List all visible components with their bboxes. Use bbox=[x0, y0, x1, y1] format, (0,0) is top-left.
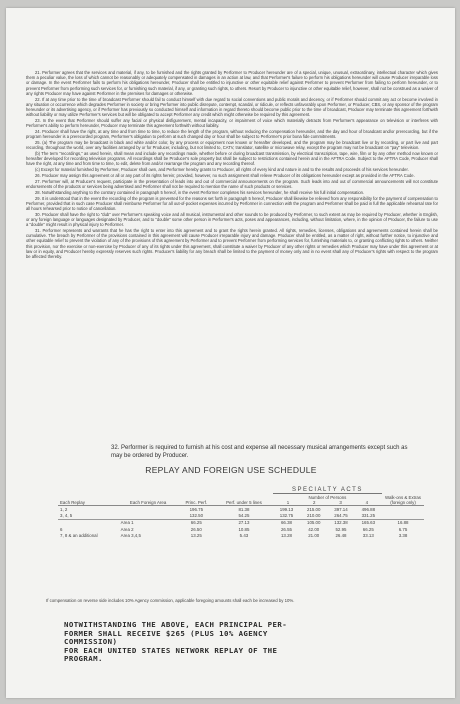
specialty-acts-header: SPECIALTY ACTS bbox=[273, 486, 382, 494]
table-cell-s3: 397.14 bbox=[334, 506, 348, 512]
replay-schedule-table bbox=[58, 486, 424, 538]
clause-32: 32. Performer is required to furnish at his cost and expense all necessary musical arrangements except such as may be ordered by Producer. bbox=[111, 445, 408, 459]
table-cell-under: 27.13 bbox=[215, 519, 273, 526]
table-cell-walk: 6.75 bbox=[398, 526, 408, 532]
table-cell-princ: 132.50 bbox=[189, 513, 204, 519]
table-cell-replay bbox=[58, 519, 119, 526]
clause-25c: (c) Except for material furnished by Performer, Producer shall own, and Performer hereby grants to Producer, all rights of every kind and nature in and to the results and proceeds of his services hereunder. bbox=[35, 167, 409, 173]
table-cell-princ: 196.75 bbox=[189, 506, 204, 512]
table-cell-under: 81.38 bbox=[238, 506, 250, 512]
stamp-line-3: FOR EACH UNITED STATES NETWORK REPLAY OF THE PROGRAM. bbox=[64, 645, 278, 664]
clause-30: 30. Producer shall have the right to "dub" over Performer's speaking voice and all musical, instrumental and other sounds to be produced by Performer, to such extent as may be required by Producer, whether in English, or any foreign language or languages designated by Producer, and to "double" some other person in Performer's acts, poses and appearances, including, without limitation, where, in the opinion of Producer, the failure to use a "double" might result in physical injury to Performer. bbox=[26, 211, 438, 228]
schedule-title: REPLAY AND FOREIGN USE SCHEDULE bbox=[145, 465, 317, 475]
clause-29: 29. It is understood that in the event the recording of the program is prevented for the reasons set forth in paragraph 5 hereof, Producer shall likewise be relieved from any responsibility for the payment of compensation to Performer, provided that in such case Producer shall reimburse Performer for all out-of-pocket expenses incurred by Performer in connection with the program and Performer shall be paid in full the applicable rehearsal rate for all hours rehearsed prior to notice of cancellation. bbox=[26, 195, 438, 212]
clause-28: 28. Notwithstanding anything to the contrary contained in paragraph 5 hereof, in the event Performer completes his services hereunder, he shall receive his full initial compensation. bbox=[35, 189, 365, 195]
table-cell-s1: 13.28 bbox=[280, 532, 292, 538]
clause-27: 27. Performer will, at Producer's request, participate in the presentation of leads into and out of commercial announcements on the program. Such leads into and out of commercial announcements will not constitute endorsements of the products or services being advertised and Performer shall not be required to mention the name of such products or services. bbox=[26, 178, 438, 190]
schedule-body bbox=[58, 506, 424, 538]
col-each-replay: Each Replay bbox=[58, 494, 119, 506]
table-cell-s3: 26.48 bbox=[335, 532, 347, 538]
table-cell-replay: 3, 4, 5 bbox=[60, 513, 73, 519]
stamp-line-2: FORMER SHALL RECEIVE $265 (PLUS 10% AGENCY COMMISSION) bbox=[64, 628, 268, 647]
table-row bbox=[58, 519, 424, 526]
col-princ-perf: Princ. Perf. bbox=[178, 494, 216, 506]
table-cell-s1: 26.55 bbox=[280, 526, 292, 532]
clause-31: 31. Performer represents and warrants that he has the right to enter into this agreement and to grant the rights herein granted. All rights, remedies, licenses, obligations and agreements contained herein shall be cumulative. The breach by Performer of the provisions contained in this agreement will cause Producer irreparable injury and damage. Producer shall be entitled, as a matter of right, without further notice, to injunctive and other equitable relief to prevent the violation of any of the provisions of this agreement by Performer and to prevent Performer from performing services for, furnishing materials to, or granting conflicting rights to others. Neither this provision, nor the exercise or non-exercise by Producer of any of its rights under this agreement, shall constitute a waiver by Producer of any other rights or remedies which Producer may have under this agreement or at law or in equity, and Producer hereby expressly reserves such rights. Producer's liability for any breach shall be limited to the payment of money only and in no event shall any of Producer's rights with respect to the program be affected thereby. bbox=[26, 228, 438, 260]
clause-25b: (b) The term "recordings," as used herein, shall mean and include any recordings made, whether before or during broadcast transmission, by electrical transcription, tape, wire, film or by any other method now known or hereafter developed for recording television programs. All recordings shall be Producer's sole property but shall be subject to restrictions contained herein and in the AFTRA Code. Subject to the AFTRA Code, Producer shall have the right, at any time and from time to time, to edit, delete from and/or rearrange the program and any recording thereof. bbox=[26, 151, 438, 167]
table-cell-s2: 21.00 bbox=[308, 532, 320, 538]
agency-footnote: If compensation on reverse side includes 10% Agency commission, applicable foregoing amounts shall each be increased by 10%. bbox=[46, 598, 295, 603]
contract-clauses bbox=[26, 70, 438, 260]
col-perf-under: Perf. under 5 lines bbox=[215, 494, 273, 506]
col-walk-ons: Walk-ons & Extras (foreign only) bbox=[382, 494, 424, 506]
table-row bbox=[58, 506, 424, 513]
table-cell-s3: 52.95 bbox=[335, 526, 347, 532]
persons-1: 1 bbox=[286, 499, 290, 505]
table-cell-s1: 132.75 bbox=[279, 513, 294, 519]
table-cell-replay: 6 bbox=[60, 526, 63, 532]
clause-23: 23. In the event that Performer should suffer any facial or physical disfigurement, mental incapacity, or impairment of voice which materially detracts from Performer's appearance on television or interferes with Performer's ability to perform hereunder, Producer may terminate this agreement forthwith without liability. bbox=[26, 118, 438, 129]
table-cell-area bbox=[119, 506, 178, 513]
table-cell-s4: 33.13 bbox=[362, 532, 374, 538]
table-cell-walk bbox=[382, 513, 424, 520]
table-cell-under: 10.85 bbox=[238, 526, 250, 532]
table-cell-princ: 13.25 bbox=[190, 532, 202, 538]
table-cell-s2: 105.00 bbox=[300, 519, 327, 526]
table-cell-area: Area 2 bbox=[120, 526, 134, 532]
table-row bbox=[58, 513, 424, 520]
table-cell-area: Area 1 bbox=[119, 519, 178, 526]
persons-2: 2 bbox=[313, 499, 316, 505]
col-number-of-persons bbox=[273, 494, 382, 506]
persons-subheaders bbox=[275, 500, 380, 505]
table-cell-s4: 165.63 bbox=[355, 519, 382, 526]
rubber-stamp-notice bbox=[64, 621, 314, 664]
contract-page bbox=[6, 8, 455, 698]
stamp-line-1: NOTWITHSTANDING THE ABOVE, EACH PRINCIPAL PER- bbox=[64, 620, 288, 629]
table-cell-s4: 496.88 bbox=[361, 506, 376, 512]
table-cell-replay: 1, 2 bbox=[60, 506, 68, 512]
table-cell-s1: 199.13 bbox=[279, 506, 294, 512]
table-cell-s3: 132.38 bbox=[327, 519, 354, 526]
clause-25a: 25. (a) The program may be broadcast in black and white and/or color, by any process or equipment now known or hereafter developed, and the program may be broadcast live or by recording, or part live and part recording, throughout the world, over any facilities arranged by or for Producer, including, but not limited to, CATV, translator, satellite or microwave relay, except the program may not be broadcast on "pay" television. bbox=[26, 140, 438, 151]
clause-24: 24. Producer shall have the right, at any time and from time to time, to reduce the length of the program, without reducing the compensation hereunder, and the day and hour of broadcast and/or prerecording, but if the program hereunder is a prerecorded program, Performer's obligation to perform at such changed day or hour shall be subject to Performer's prior bona fide commitments. bbox=[26, 129, 438, 140]
table-cell-under: 54.25 bbox=[238, 513, 250, 519]
table-cell-s2: 215.00 bbox=[307, 506, 321, 512]
table-cell-s2: 210.00 bbox=[307, 513, 321, 519]
col-foreign-area: Each Foreign Area bbox=[119, 494, 178, 506]
table-cell-area bbox=[119, 513, 178, 520]
table-cell-under: 5.43 bbox=[239, 532, 249, 538]
clause-22: 22. If at any time prior to the time of broadcast Performer should fail to conduct himself with due regard to social conventions and public morals and decency, or if Performer should commit any act or become involved in any situation or occurrence which degrades Performer in society or bring Performer into public disrepute, contempt, scandal, or ridicule, or reflects unfavorably upon Performer, or Producer, CBS, or any sponsor of the program hereunder or its advertising agency, or if Performer has previously so conducted himself and information in regard thereto should become public prior to the time of broadcast, Producer may terminate this agreement forthwith without liability or may utilize Performer's services but will be obligated to accept Performer any credit which might otherwise be required by this agreement. bbox=[26, 96, 438, 118]
table-cell-s1: 66.38 bbox=[273, 519, 300, 526]
table-cell-princ: 66.25 bbox=[178, 519, 216, 526]
number-of-persons-label: Number of Persons bbox=[308, 494, 347, 500]
table-cell-s3: 264.75 bbox=[334, 513, 348, 519]
clause-21: 21. Performer agrees that the services and material, if any, to be furnished and the rights granted by Performer to Producer hereunder are of a special, unique, unusual, extraordinary, intellectual character which gives them a peculiar value, the loss of which cannot be reasonably or adequately compensated in damages in an action at law, and that Performer's failure to perform his obligations hereunder will cause Producer irreparable loss or damage. In the event Performer fails to perform his obligations hereunder, Producer shall be entitled to injunctive or other equitable relief against Performer to prevent Performer from failing to perform hereunder, or to prevent Performer from performing such services for, or furnishing such material, if any, or granting such rights, to others. Resort by Producer to injunctive or other equitable relief, however, shall not be construed as a waiver of any rights Producer may have against Performer in the premises for damages or otherwise. bbox=[26, 70, 438, 96]
clause-26: 26. Producer may assign this agreement or all or any part of its rights herein; provided, however, no such assignment shall relieve Producer of its obligations hereunder except as provided in the AFTRA Code. bbox=[35, 173, 415, 179]
table-cell-princ: 26.50 bbox=[190, 526, 202, 532]
table-cell-walk: 3.38 bbox=[398, 532, 408, 538]
table-cell-s4: 66.25 bbox=[362, 526, 374, 532]
table-cell-area: Area 3,4,5 bbox=[120, 532, 141, 538]
table-cell-replay: 7, 8 & an additional bbox=[60, 532, 98, 538]
table-cell-walk: 16.88 bbox=[382, 519, 424, 526]
table-row bbox=[58, 532, 424, 538]
persons-4: 4 bbox=[365, 499, 369, 505]
table-cell-walk bbox=[382, 506, 424, 513]
table-cell-s2: 42.00 bbox=[308, 526, 320, 532]
persons-3: 3 bbox=[339, 499, 342, 505]
table-cell-s4: 331.25 bbox=[361, 513, 376, 519]
